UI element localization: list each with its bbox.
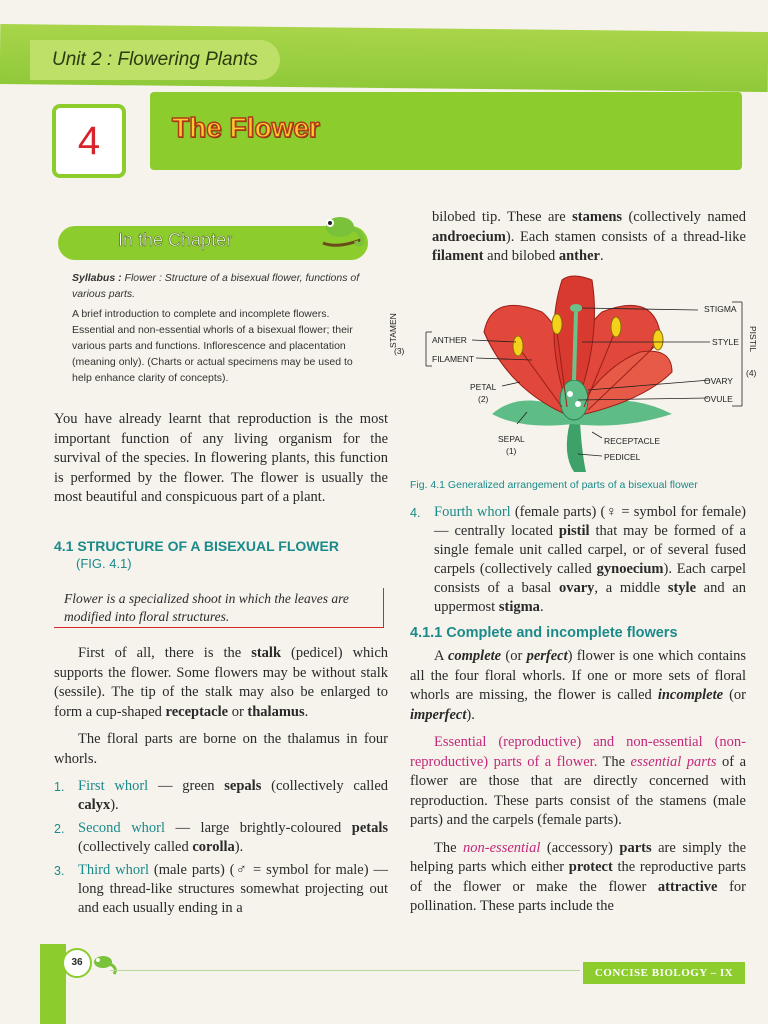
section-heading-block	[54, 538, 388, 571]
syllabus-label: Syllabus :	[72, 272, 122, 284]
right-top	[432, 208, 746, 267]
svg-text:(1): (1)	[506, 446, 517, 456]
chameleon-icon	[318, 205, 378, 255]
section-heading: 4.1 STRUCTURE OF A BISEXUAL FLOWER	[54, 538, 339, 554]
chapter-title: The Flower	[172, 112, 320, 143]
svg-text:(4): (4)	[746, 368, 757, 378]
svg-text:PEDICEL: PEDICEL	[604, 452, 641, 462]
stamen-paragraph: bilobed tip. These are stamens (collectively named androecium). Each stamen consists of a thread-like filament and bilobed anther.	[432, 209, 746, 264]
left-body	[54, 644, 388, 922]
page-number: 36	[62, 948, 92, 978]
whorls-paragraph: The floral parts are borne on the thalamus in four whorls.	[54, 731, 388, 767]
svg-text:OVULE: OVULE	[704, 394, 733, 404]
svg-text:OVARY: OVARY	[704, 376, 733, 386]
chameleon-icon	[90, 948, 120, 978]
syllabus-text: Flower : Structure of a bisexual flower, functions of various parts.	[72, 272, 360, 300]
figure-caption: Fig. 4.1 Generalized arrangement of parts of a bisexual flower	[410, 479, 698, 491]
list-item: 2. Second whorl — large brightly-coloured petals (collectively called corolla).	[54, 820, 388, 855]
stalk-paragraph: First of all, there is the stalk (pedicel) which supports the flower. Some flowers may be without stalk (sessile). The tip of the stalk may also be enlarged to form a cup-shaped receptacle or thalamus.	[54, 645, 389, 720]
flower-diagram	[388, 272, 762, 472]
footer-strip	[40, 944, 66, 1024]
svg-text:SEPAL: SEPAL	[498, 434, 525, 444]
book-brand: CONCISE BIOLOGY – IX	[583, 962, 745, 984]
footer-rule	[110, 970, 580, 971]
intro-paragraph: You have already learnt that reproduction is the most important function of any living organism for the survival of the species. In flowering plants, this function is performed by the flower. The flower is usually the most beautiful and conspicuous part of a plant.	[54, 411, 388, 505]
chapter-number: 4	[52, 104, 126, 178]
svg-text:(2): (2)	[478, 394, 489, 404]
list-item: 3. Third whorl (male parts) (♂ = symbol for male) — long thread-like structures somewhat projecting out and each usually ending in a	[54, 862, 388, 916]
whorl-list	[54, 777, 388, 918]
svg-text:ANTHER: ANTHER	[432, 335, 467, 345]
syllabus-box	[72, 270, 372, 390]
syllabus-intro: A brief introduction to complete and incomplete flowers. Essential and non-essential whorls of a bisexual flower; their various parts and functions. Inflorescence and placentation (meaning only). (Charts or actual specimens may be used to help enhance clarity of concepts).	[72, 308, 353, 384]
in-chapter-title: In the Chapter	[118, 230, 233, 250]
subsection-heading: 4.1.1 Complete and incomplete flowers	[410, 625, 678, 641]
svg-text:FILAMENT: FILAMENT	[432, 354, 475, 364]
definition-box: Flower is a specialized shoot in which the leaves are modified into floral structures.	[54, 588, 384, 628]
svg-text:STIGMA: STIGMA	[704, 304, 737, 314]
complete-paragraph: A complete (or perfect) flower is one which contains all the four floral whorls. If one or more sets of floral whorls are missing, the flower is called incomplete (or imperfect).	[410, 648, 746, 723]
list-item: 1. First whorl — green sepals (collectively called calyx).	[54, 778, 389, 813]
svg-text:RECEPTACLE: RECEPTACLE	[604, 436, 661, 446]
list-item: 4. Fourth whorl (female parts) (♀ = symbol for female) — centrally located pistil that may be formed of a single female unit called carpel, or of several fused carpels (collectively called gynoecium). Each carpel consists of a basal ovary, a middle style and an uppermost stigma.	[410, 504, 747, 615]
svg-text:STYLE: STYLE	[712, 337, 739, 347]
right-body	[410, 503, 746, 917]
svg-text:STAMEN: STAMEN	[388, 313, 398, 348]
essential-paragraph: Essential (reproductive) and non-essential (non-reproductive) parts of a flower. The essential parts of a flower are those that are directly concerned with reproduction. These parts consist of the stamens (male parts) and the carpels (female parts).	[410, 734, 747, 828]
svg-text:PETAL: PETAL	[470, 382, 497, 392]
unit-label: Unit 2 : Flowering Plants	[30, 40, 280, 80]
left-intro	[54, 410, 388, 508]
svg-text:(3): (3)	[394, 346, 405, 356]
svg-text:PISTIL: PISTIL	[748, 326, 758, 352]
non-essential-paragraph: The non-essential (accessory) parts are simply the helping parts which either protect the reproductive parts of the flower or make the flower attractive for pollination. These parts include the	[410, 839, 747, 914]
section-figure-ref: (FIG. 4.1)	[76, 556, 132, 571]
